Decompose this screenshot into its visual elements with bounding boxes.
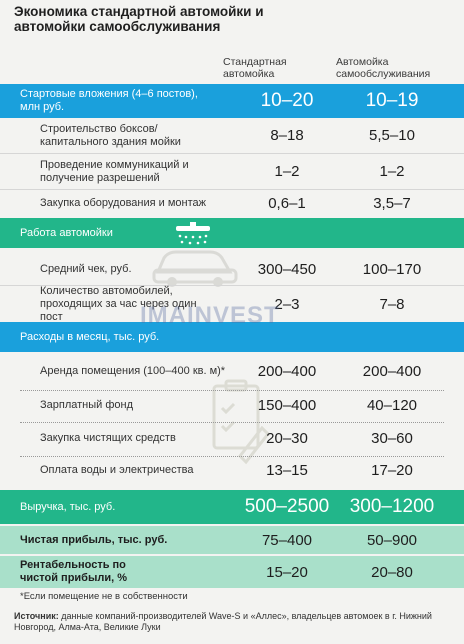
row-label: Строительство боксов/ капитального здания мойки bbox=[40, 122, 181, 148]
row-self: 7–8 bbox=[379, 295, 405, 313]
profit-standard: 75–400 bbox=[261, 531, 313, 549]
row-standard: 300–450 bbox=[257, 261, 317, 278]
row-self: 17–20 bbox=[371, 461, 413, 479]
row-self: 5,5–10 bbox=[369, 127, 415, 144]
row-standard: 150–400 bbox=[257, 396, 317, 414]
table-row bbox=[0, 190, 464, 216]
row-standard: 8–18 bbox=[270, 127, 304, 144]
operation-label: Работа автомойки bbox=[20, 226, 113, 239]
row-label: Аренда помещения (100–400 кв. м)* bbox=[40, 364, 226, 377]
row-self: 1–2 bbox=[379, 163, 405, 180]
row-label: Оплата воды и электричества bbox=[40, 463, 194, 476]
row-self: 3,5–7 bbox=[373, 194, 411, 212]
margin-standard: 15–20 bbox=[266, 563, 308, 581]
row-standard: 2–3 bbox=[274, 295, 300, 313]
row-self: 200–400 bbox=[362, 362, 422, 380]
table-row bbox=[0, 118, 464, 154]
row-label: Средний чек, руб. bbox=[40, 263, 132, 275]
margin-label: Рентабельность по чистой прибыли, % bbox=[20, 559, 128, 584]
revenue-self: 300–1200 bbox=[349, 496, 435, 517]
startup-label: Стартовые вложения (4–6 постов), млн руб. bbox=[20, 88, 198, 113]
row-self: 100–170 bbox=[362, 261, 422, 278]
startup-band bbox=[0, 84, 464, 118]
table-row bbox=[0, 422, 464, 454]
row-standard: 0,6–1 bbox=[268, 194, 306, 212]
revenue-band bbox=[0, 490, 464, 524]
table-row bbox=[0, 254, 464, 286]
source-prefix: Источник: bbox=[14, 611, 59, 621]
source-note bbox=[14, 611, 454, 633]
row-standard: 13–15 bbox=[266, 461, 308, 479]
row-label: Проведение коммуникаций и получение разрешений bbox=[40, 158, 189, 184]
row-label: Закупка чистящих средств bbox=[40, 431, 176, 444]
row-self: 30–60 bbox=[371, 429, 413, 447]
row-standard: 20–30 bbox=[266, 429, 308, 447]
revenue-label: Выручка, тыс. руб. bbox=[20, 500, 116, 513]
revenue-standard: 500–2500 bbox=[244, 496, 330, 517]
margin-self: 20–80 bbox=[371, 563, 413, 581]
table-row bbox=[0, 154, 464, 190]
table-row bbox=[0, 356, 464, 386]
expenses-label: Расходы в месяц, тыс. руб. bbox=[20, 330, 160, 343]
row-self: 40–120 bbox=[366, 396, 418, 414]
source-text: данные компаний-производителей Wave-S и «Аллес», владельцев автомоек в г. Нижний Новгород, Алма-Ата, Великие Луки bbox=[14, 611, 432, 632]
profit-self: 50–900 bbox=[366, 531, 418, 549]
page-title: Экономика стандартной автомойки и автомойки самообслуживания bbox=[14, 4, 264, 34]
startup-standard: 10–20 bbox=[260, 90, 314, 111]
column-header-self: Автомойка самообслуживания bbox=[336, 56, 431, 80]
row-label: Количество автомобилей, проходящих за час через один пост bbox=[40, 284, 197, 323]
table-row bbox=[0, 456, 464, 484]
row-standard: 200–400 bbox=[257, 362, 317, 380]
row-label: Закупка оборудования и монтаж bbox=[40, 196, 206, 209]
column-header-standard: Стандартная автомойка bbox=[223, 56, 287, 80]
table-row bbox=[0, 390, 464, 420]
margin-band bbox=[0, 556, 464, 588]
startup-self: 10–19 bbox=[365, 90, 419, 111]
row-label: Зарплатный фонд bbox=[40, 398, 134, 411]
row-standard: 1–2 bbox=[274, 163, 300, 180]
profit-band bbox=[0, 526, 464, 554]
profit-label: Чистая прибыль, тыс. руб. bbox=[20, 533, 168, 546]
watermark: IMAINVEST bbox=[140, 302, 280, 329]
footnote: *Если помещение не в собственности bbox=[20, 591, 188, 602]
